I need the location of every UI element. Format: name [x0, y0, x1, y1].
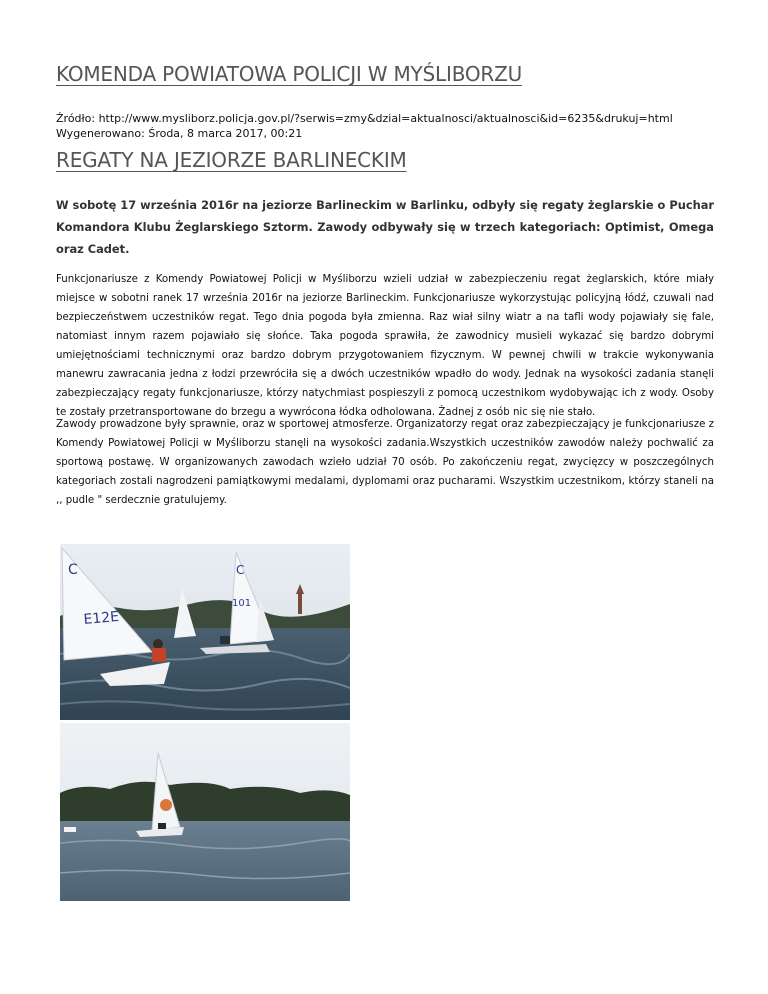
generated-line: Wygenerowano: Środa, 8 marca 2017, 00:21: [56, 127, 303, 140]
sailboats-image: [60, 544, 350, 720]
article-title: REGATY NA JEZIORZE BARLINECKIM: [56, 148, 407, 172]
sailboat-image: [60, 723, 350, 901]
article-lead: W sobotę 17 września 2016r na jeziorze Barlineckim w Barlinku, odbyły się regaty żeglarskie o Puchar Komandora Klubu Żeglarskiego Sztorm. Zawody odbywały się w trzech kategoriach: Optimist, Omega oraz Cadet.: [56, 198, 714, 256]
regatta-photo-2: [60, 723, 350, 901]
sail-number-second: 101: [232, 598, 252, 609]
regatta-photo-1: [60, 544, 350, 720]
source-line: Źródło: http://www.mysliborz.policja.gov.pl/?serwis=zmy&dzial=aktualnosci/aktualnosci&id=6235&drukuj=html: [56, 112, 673, 125]
article-paragraph-1: Funkcjonariusze z Komendy Powiatowej Policji w Myśliborzu wzieli udział w zabezpieczeniu regat żeglarskich, które miały miejsce w sobotni ranek 17 września 2016r na jeziorze Barlineckim. Funkcjonariusze wykorzystując policyjną łódź, czuwali nad bezpieczeństwem uczestników regat. Tego dnia pogoda była zmienna. Raz wiał silny wiatr a na tafli wody pojawiały się fale, natomiast innym razem pojawiało się słońce. Taka pogoda sprawiła, że zawodnicy musieli wykazać się bardzo dobrymi umiejętnościami technicznymi oraz bardzo dobrym przygotowaniem fizycznym. W pewnej chwili w trakcie wykonywania manewru zawracania jedna z łodzi przewróciła się a dwóch uczestników wpadło do wody. Jednak na wysokości zadania stanęli zabezpieczający regaty funkcjonariusze, którzy natychmiast pospieszyli z pomocą uczestnikom wydobywając ich z wody. Osoby te zostały przetransportowane do brzegu a wywrócona łódka odholowana. Żadnej z osób nic się nie stało.: [56, 274, 714, 418]
site-title: KOMENDA POWIATOWA POLICJI W MYŚLIBORZU: [56, 62, 523, 86]
svg-text:C: C: [236, 563, 245, 577]
article-paragraph-2: Zawody prowadzone były sprawnie, oraz w sportowej atmosferze. Organizatorzy regat oraz zabezpieczający je funkcjonariusze z Komendy Powiatowej Policji w Myśliborzu stanęli na wysokości zadania.Wszystkich uczestników zawodów należy pochwalić za sportową postawę. W organizowanych zawodach wzieło udział 70 osób. Po zakończeniu regat, zwycięzcy w poszczególnych kategoriach zostali nagrodzeni pamiątkowymi medalami, dyplomami oraz pucharami. Wszystkim uczestnikom, którzy staneli na ,, pudle " serdecznie gratulujemy.: [56, 419, 714, 506]
svg-text:C: C: [68, 562, 78, 578]
sail-number-main: E12E: [82, 608, 120, 628]
document-meta: [56, 111, 673, 141]
